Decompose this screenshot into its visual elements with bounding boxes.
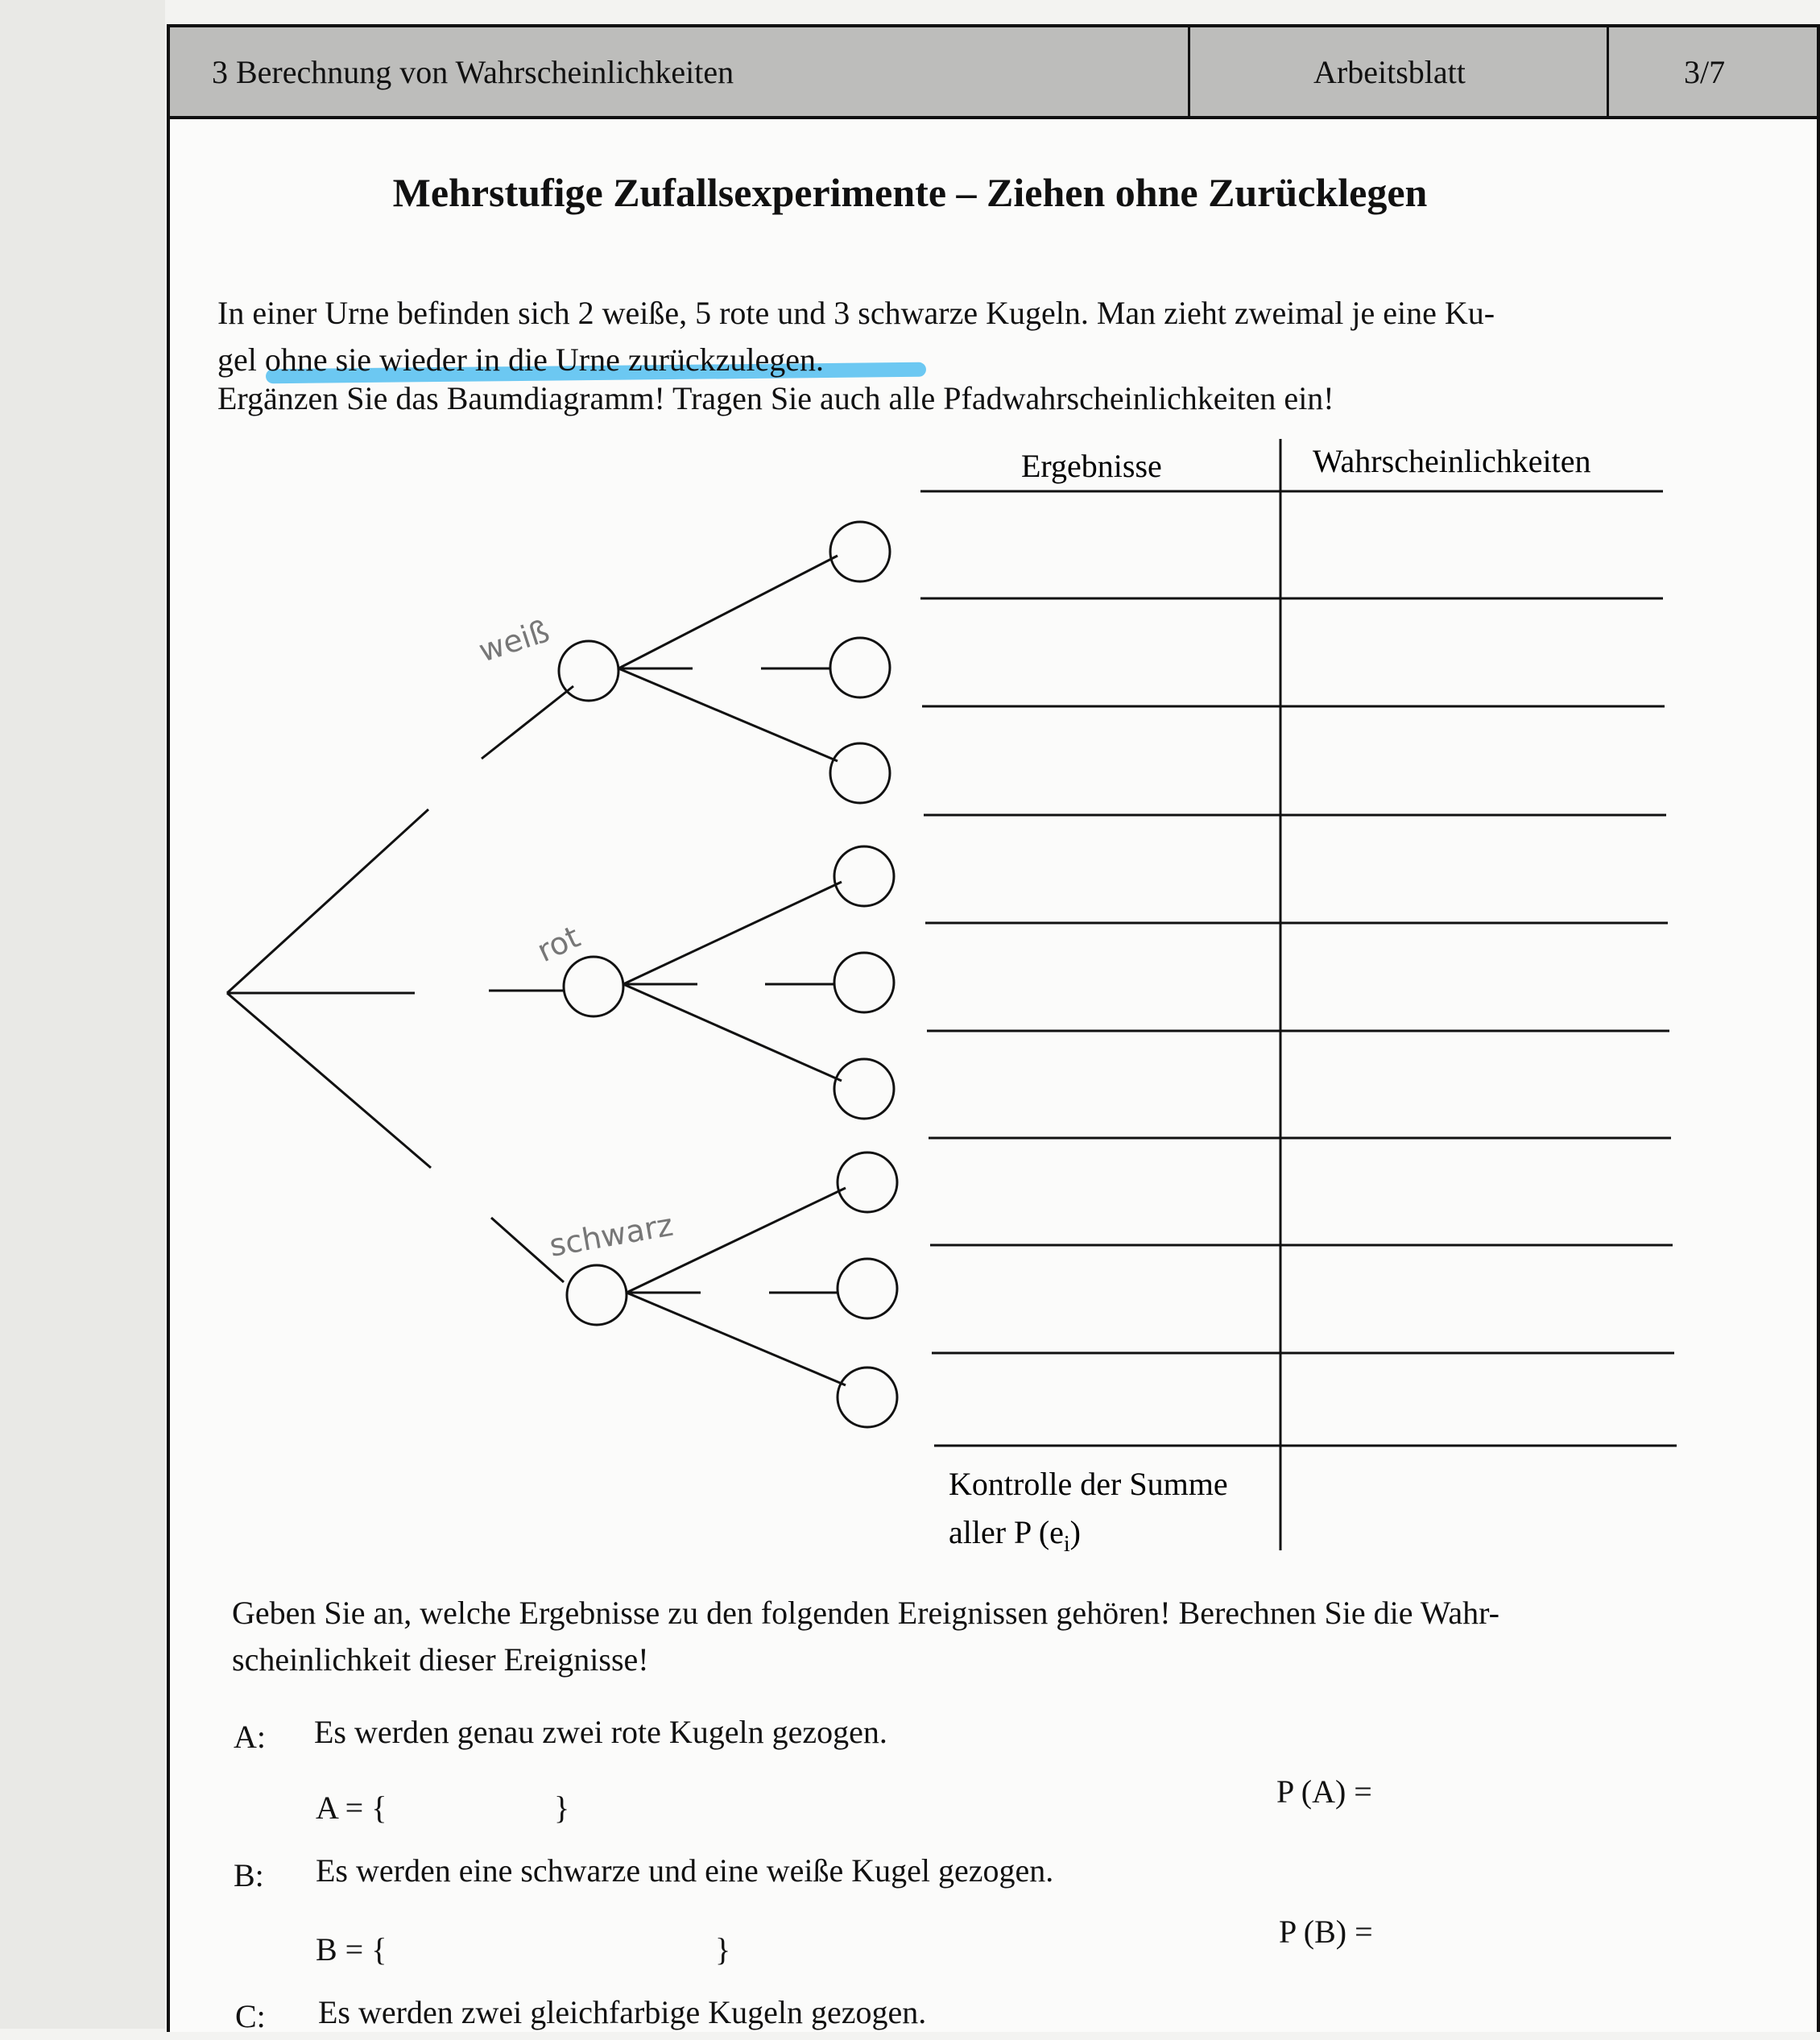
- intro-line-3: Ergänzen Sie das Baumdiagramm! Tragen Sie auch alle Pfadwahrscheinlichkeiten ein!: [217, 380, 1334, 416]
- intro-line-2: gel ohne sie wieder in die Urne zurückzulegen.: [217, 341, 825, 378]
- event-b-set-open: B = {: [316, 1931, 387, 1968]
- node-circle: [838, 1259, 897, 1318]
- event-b-text: Es werden eine schwarze und eine weiße Kugel gezogen.: [316, 1852, 1054, 1889]
- page-number: 3/7: [1684, 53, 1726, 90]
- column-header-results: Ergebnisse: [1021, 448, 1162, 484]
- question-line-1: Geben Sie an, welche Ergebnisse zu den folgenden Ereignissen gehören! Berechnen Sie die Wahr-: [232, 1595, 1499, 1631]
- branch-line: [618, 668, 838, 761]
- node-circle: [830, 638, 890, 697]
- intro-line-1: In einer Urne befinden sich 2 weiße, 5 rote und 3 schwarze Kugeln. Man zieht zweimal je eine Ku-: [217, 295, 1495, 331]
- event-a-probability: P (A) =: [1276, 1773, 1372, 1810]
- handwritten-label: weiß: [474, 613, 554, 669]
- question-line-2: scheinlichkeit dieser Ereignisse!: [232, 1641, 649, 1678]
- sheet-type: Arbeitsblatt: [1313, 53, 1466, 90]
- node-circle: [834, 1059, 894, 1119]
- event-b-letter: B:: [234, 1857, 264, 1893]
- branch-line: [623, 882, 842, 984]
- event-a-set-close: }: [554, 1790, 570, 1826]
- page-title: Mehrstufige Zufallsexperimente – Ziehen ohne Zurücklegen: [392, 170, 1428, 215]
- event-b-probability: P (B) =: [1279, 1914, 1373, 1950]
- node-circle: [834, 846, 894, 906]
- node-circle: [838, 1152, 897, 1212]
- node-circle: [830, 743, 890, 803]
- sum-check-label: Kontrolle der Summe: [949, 1466, 1228, 1502]
- chapter-title: 3 Berechnung von Wahrscheinlichkeiten: [212, 53, 734, 90]
- node-circle: [567, 1265, 627, 1325]
- node-circle: [838, 1368, 897, 1427]
- event-b-set-close: }: [715, 1931, 731, 1968]
- node-circle: [559, 641, 618, 701]
- event-a-text: Es werden genau zwei rote Kugeln gezogen.: [314, 1714, 887, 1750]
- node-circle: [834, 953, 894, 1012]
- event-c-text: Es werden zwei gleichfarbige Kugeln gezogen.: [318, 1994, 927, 2030]
- sum-check-label-2: aller P $(e_i)$: [949, 1514, 1081, 1557]
- event-a-letter: A:: [234, 1719, 266, 1755]
- handwritten-label: rot: [532, 918, 585, 970]
- event-a-set-open: A = {: [316, 1790, 387, 1826]
- branch-line: [618, 556, 838, 668]
- branch-line: [227, 993, 431, 1168]
- branch-line: [227, 809, 428, 993]
- branch-line: [627, 1293, 846, 1385]
- branch-line: [482, 686, 573, 759]
- event-c-letter: C:: [235, 1998, 266, 2034]
- branch-line: [623, 984, 842, 1081]
- column-header-probabilities: Wahrscheinlichkeiten: [1313, 443, 1591, 479]
- handwritten-label: schwarz: [546, 1206, 676, 1264]
- node-circle: [564, 957, 623, 1016]
- node-circle: [830, 522, 890, 581]
